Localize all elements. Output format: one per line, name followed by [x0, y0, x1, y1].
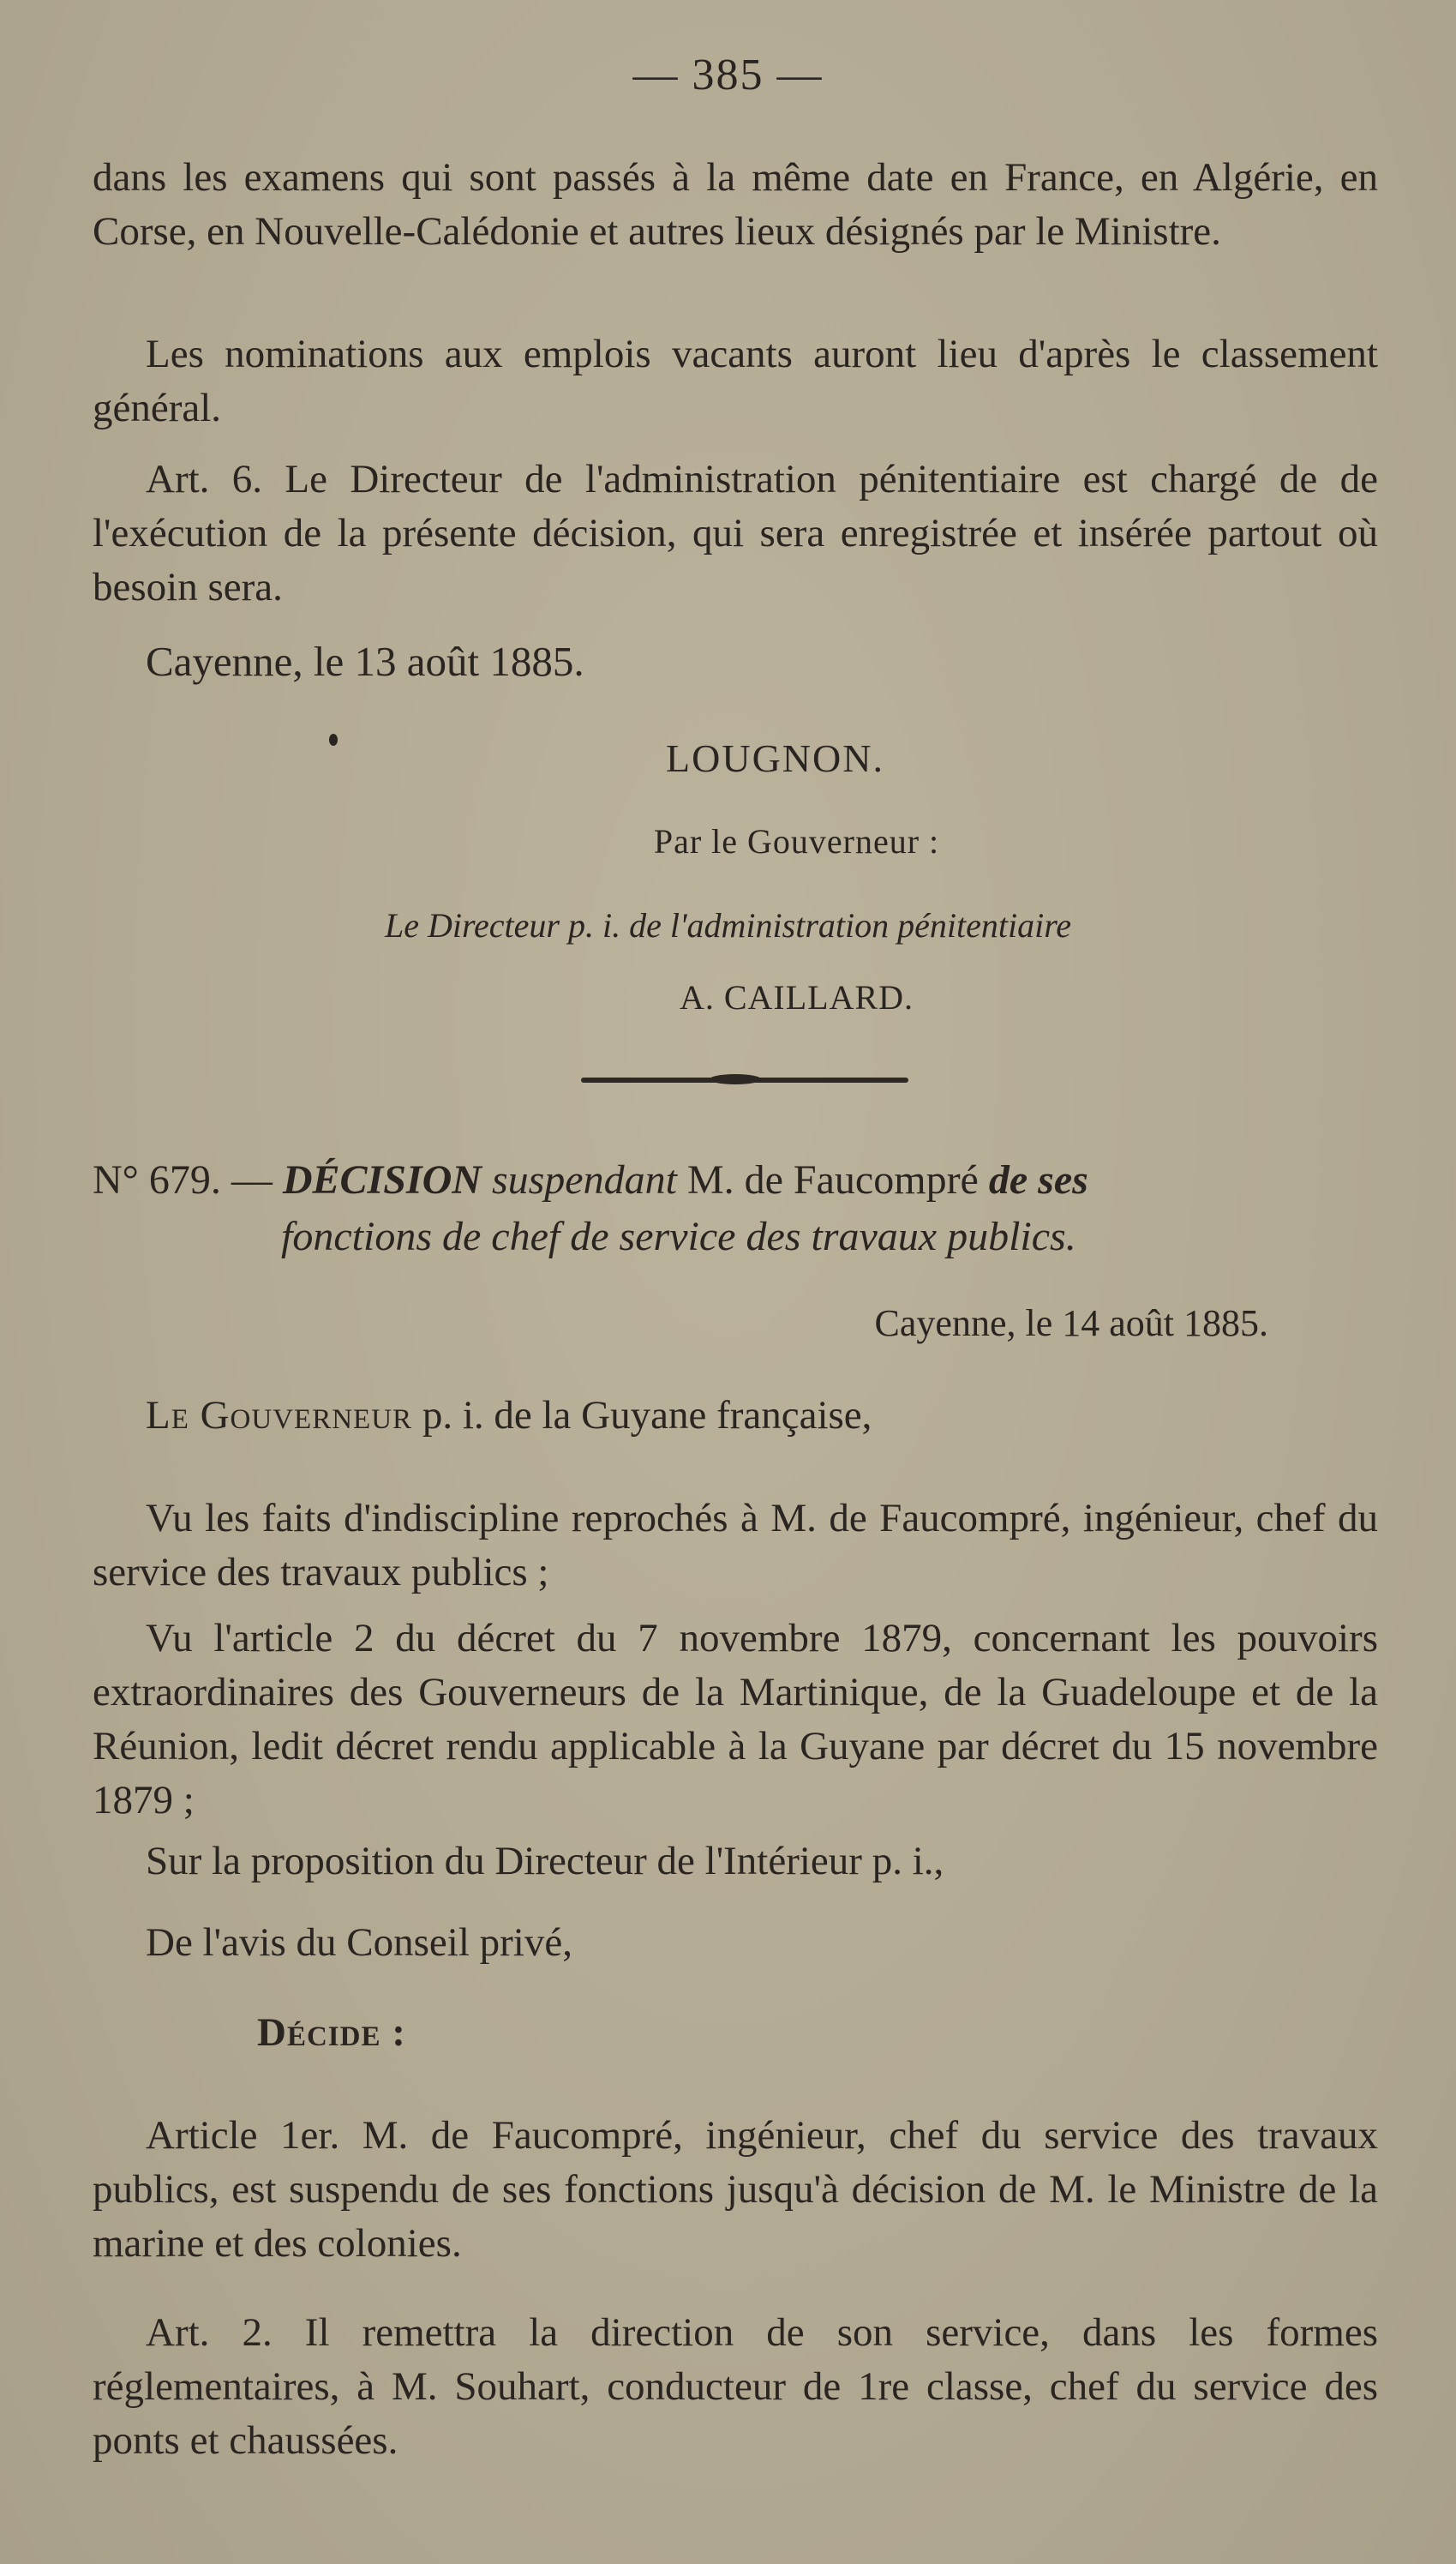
decision-person: M. de Faucompré: [686, 1157, 979, 1203]
signature-caillard: A. CAILLARD.: [679, 978, 914, 1017]
decision-line2: fonctions de chef de service des travaux publics.: [281, 1214, 1076, 1259]
governor-line: [93, 1389, 1378, 1443]
paragraph-vu-article-2: Vu l'article 2 du décret du 7 novembre 1879, concernant les pouvoirs extraordinaires des Gouverneurs de la Martinique, de la Guadeloupe et de la Réunion, ledit décret rendu applicable à la Guyane par décret du 15 novembre 1879 ;: [93, 1616, 1378, 1822]
page-number: — 385 —: [632, 51, 824, 99]
paragraph-vu-indiscipline: Vu les faits d'indiscipline reprochés à M. de Faucompré, ingénieur, chef du service des travaux publics ;: [93, 1496, 1378, 1594]
paragraph-avis: De l'avis du Conseil privé,: [146, 1920, 572, 1965]
paragraph-article-2: Art. 2. Il remettra la direction de son service, dans les formes réglementaires, à M. Souhart, conducteur de 1re classe, chef du service des ponts et chaussées.: [93, 2310, 1378, 2463]
decision-rest-line1: de ses: [988, 1157, 1088, 1203]
signature-lougnon: LOUGNON.: [666, 736, 884, 780]
decision-verb: suspendant: [491, 1157, 677, 1203]
paragraph-article-1: Article 1er. M. de Faucompré, ingénieur, chef du service des travaux publics, est suspendu de ses fonctions jusqu'à décision de M. le Ministre de la marine et des colonies.: [93, 2113, 1378, 2266]
decision-date: Cayenne, le 14 août 1885.: [874, 1302, 1268, 1344]
governor-rest: p. i. de la Guyane française,: [422, 1393, 872, 1438]
paragraph-date-signature: Cayenne, le 13 août 1885.: [146, 638, 584, 685]
paragraph-proposition: Sur la proposition du Directeur de l'Intérieur p. i.,: [146, 1839, 944, 1883]
paragraph-exams: dans les examens qui sont passés à la même date en France, en Algérie, en Corse, en Nouvelle-Calédonie et autres lieux désignés par le Ministre.: [93, 155, 1378, 254]
decision-number: N° 679.: [93, 1157, 221, 1203]
decision-dash: —: [231, 1157, 273, 1203]
signature-title: Le Directeur p. i. de l'administration pénitentiaire: [384, 906, 1072, 945]
decide-label: Décide :: [257, 2010, 406, 2055]
paragraph-decide: [257, 2006, 943, 2060]
paragraph-article-6: Art. 6. Le Directeur de l'administration pénitentiaire est chargé de de l'exécution de la présente décision, qui sera enregistrée et insérée partout où besoin sera.: [93, 457, 1378, 609]
decision-heading: [93, 1153, 1378, 1208]
decision-kind: DÉCISION: [282, 1157, 482, 1203]
governor-title: Le Gouverneur: [146, 1393, 413, 1438]
decision-heading-line2: [281, 1210, 1378, 1264]
paragraph-nominations: Les nominations aux emplois vacants auront lieu d'après le classement général.: [93, 332, 1378, 430]
signature-by-governor: Par le Gouverneur :: [653, 822, 940, 861]
separator-rule: [581, 1078, 908, 1083]
